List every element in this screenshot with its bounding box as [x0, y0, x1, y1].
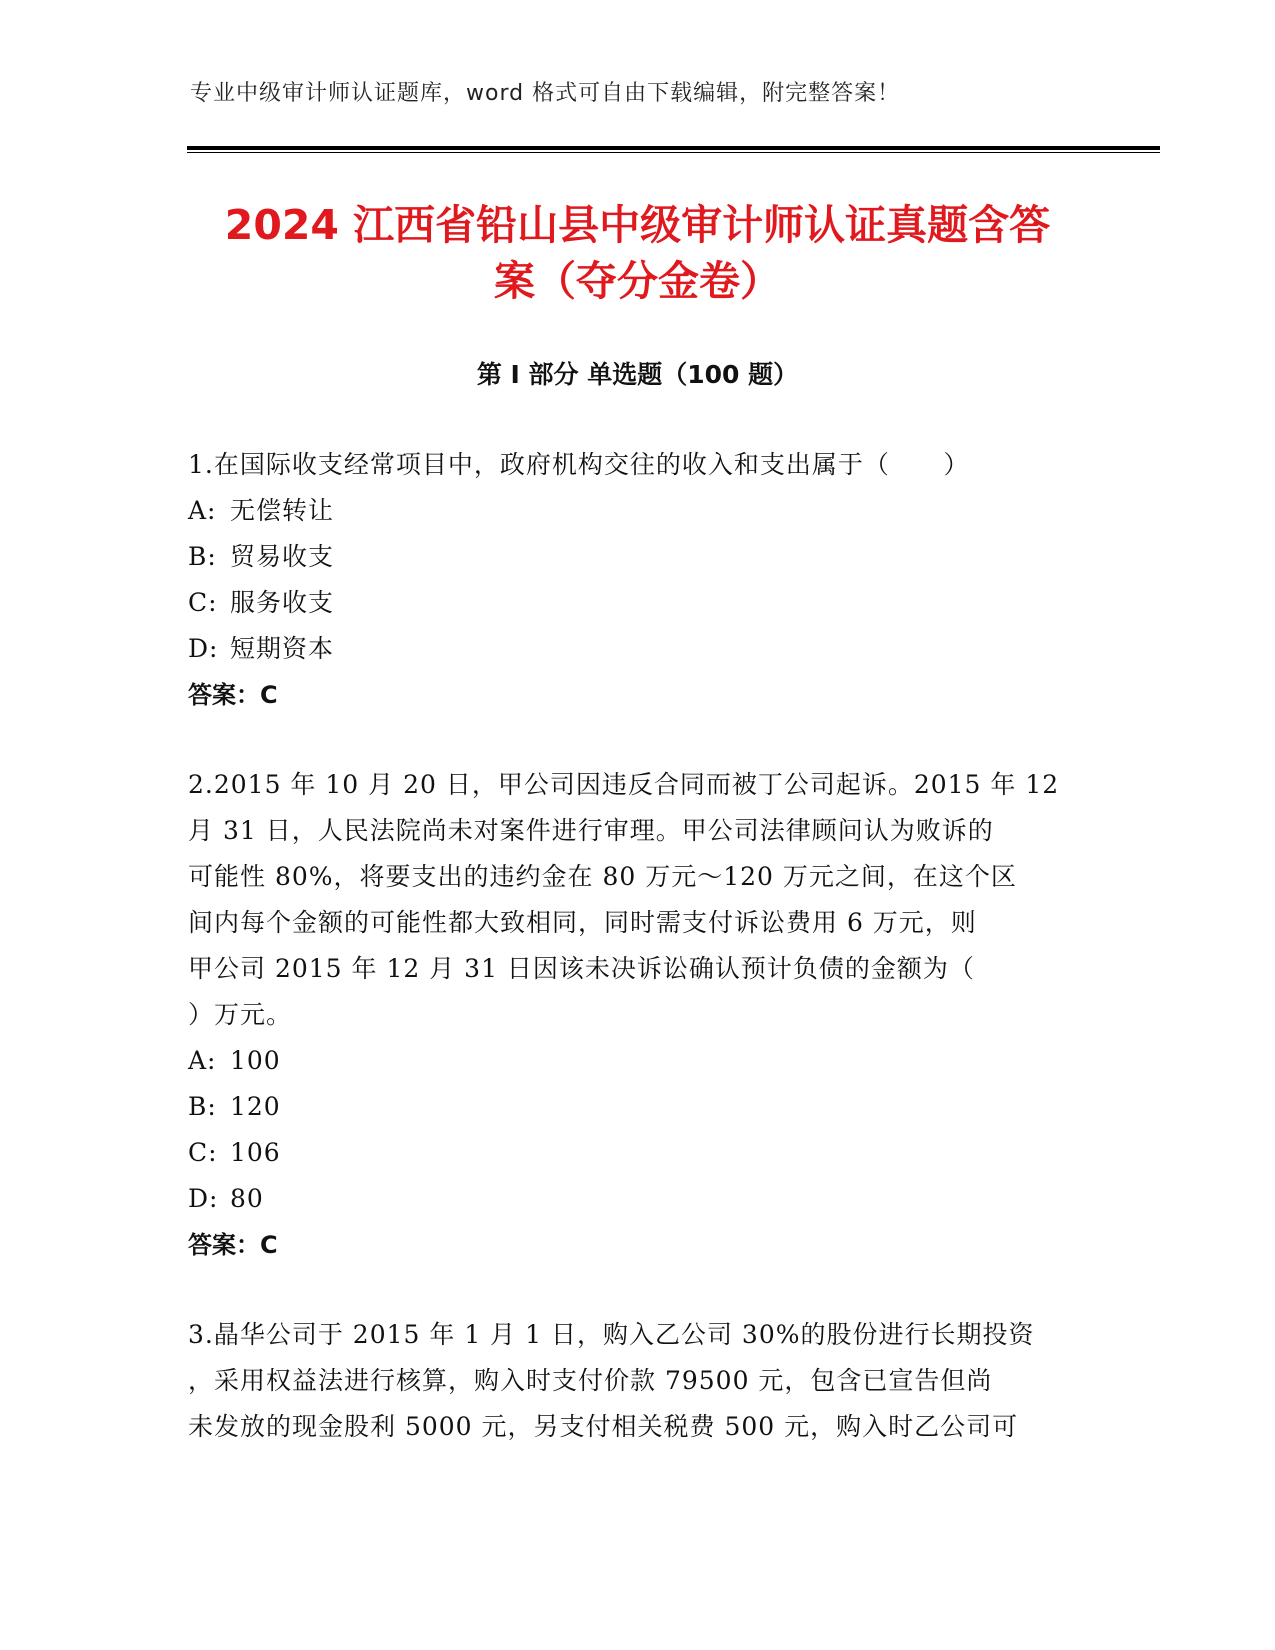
section-title: 第 I 部分 单选题（100 题） — [476, 360, 799, 389]
question-2-stem-line: 甲公司 2015 年 12 月 31 日因该未决诉讼确认预计负债的金额为（ — [188, 954, 975, 983]
option-text: 120 — [230, 1092, 281, 1121]
header-rule-thin — [187, 152, 1160, 153]
option-text: 80 — [230, 1184, 264, 1213]
question-2-stem-line: 可能性 80%，将要支出的违约金在 80 万元～120 万元之间，在这个区 — [188, 862, 1017, 891]
header-note: 专业中级审计师认证题库，word 格式可自由下载编辑，附完整答案！ — [190, 81, 901, 106]
question-2-stem-line: 间内每个金额的可能性都大致相同，同时需支付诉讼费用 6 万元，则 — [188, 908, 977, 937]
option-text: 贸易收支 — [230, 542, 335, 571]
question-2-option-c — [188, 1130, 1088, 1176]
question-2 — [188, 762, 1088, 1268]
question-1 — [188, 442, 1088, 718]
question-1-answer: 答案：C — [188, 681, 278, 709]
question-list — [188, 442, 1088, 1450]
header-rule-thick — [187, 146, 1160, 150]
question-2-stem-line: 月 31 日，人民法院尚未对案件进行审理。甲公司法律顾问认为败诉的 — [188, 816, 994, 845]
question-2-option-a — [188, 1038, 1088, 1084]
option-key: D: — [188, 1184, 219, 1213]
document-title-line-1: 2024 江西省铅山县中级审计师认证真题含答 — [224, 201, 1051, 249]
option-text: 服务收支 — [230, 588, 335, 617]
option-key: A: — [188, 496, 217, 525]
question-1-option-d — [188, 626, 1088, 672]
question-3-stem-line: 3.晶华公司于 2015 年 1 月 1 日，购入乙公司 30%的股份进行长期投资 — [188, 1320, 1035, 1349]
option-key: C: — [188, 588, 218, 617]
option-text: 无偿转让 — [230, 496, 335, 525]
question-spacer — [188, 1268, 1088, 1312]
option-key: C: — [188, 1138, 218, 1167]
question-3-stem-line: ，采用权益法进行核算，购入时支付价款 79500 元，包含已宣告但尚 — [188, 1366, 993, 1395]
question-2-option-d — [188, 1176, 1088, 1222]
option-text: 短期资本 — [230, 634, 335, 663]
question-2-stem-line: 2.2015 年 10 月 20 日，甲公司因违反合同而被丁公司起诉。2015 年 12 — [188, 770, 1060, 799]
question-2-option-b — [188, 1084, 1088, 1130]
option-key: D: — [188, 634, 219, 663]
question-spacer — [188, 718, 1088, 762]
option-key: A: — [188, 1046, 217, 1075]
document-title-line-2: 案（夺分金卷） — [494, 257, 781, 305]
option-key: B: — [188, 1092, 217, 1121]
question-3-stem-line: 未发放的现金股利 5000 元，另支付相关税费 500 元，购入时乙公司可 — [188, 1412, 1019, 1441]
question-3 — [188, 1312, 1088, 1450]
question-1-stem-line: 1.在国际收支经常项目中，政府机构交往的收入和支出属于（ ） — [188, 450, 970, 479]
question-1-option-a — [188, 488, 1088, 534]
option-text: 100 — [230, 1046, 281, 1075]
question-1-option-b — [188, 534, 1088, 580]
document-title — [150, 197, 1125, 309]
option-key: B: — [188, 542, 217, 571]
option-text: 106 — [230, 1138, 281, 1167]
question-2-stem-line: ）万元。 — [188, 1000, 293, 1029]
question-1-option-c — [188, 580, 1088, 626]
question-2-answer: 答案：C — [188, 1231, 278, 1259]
